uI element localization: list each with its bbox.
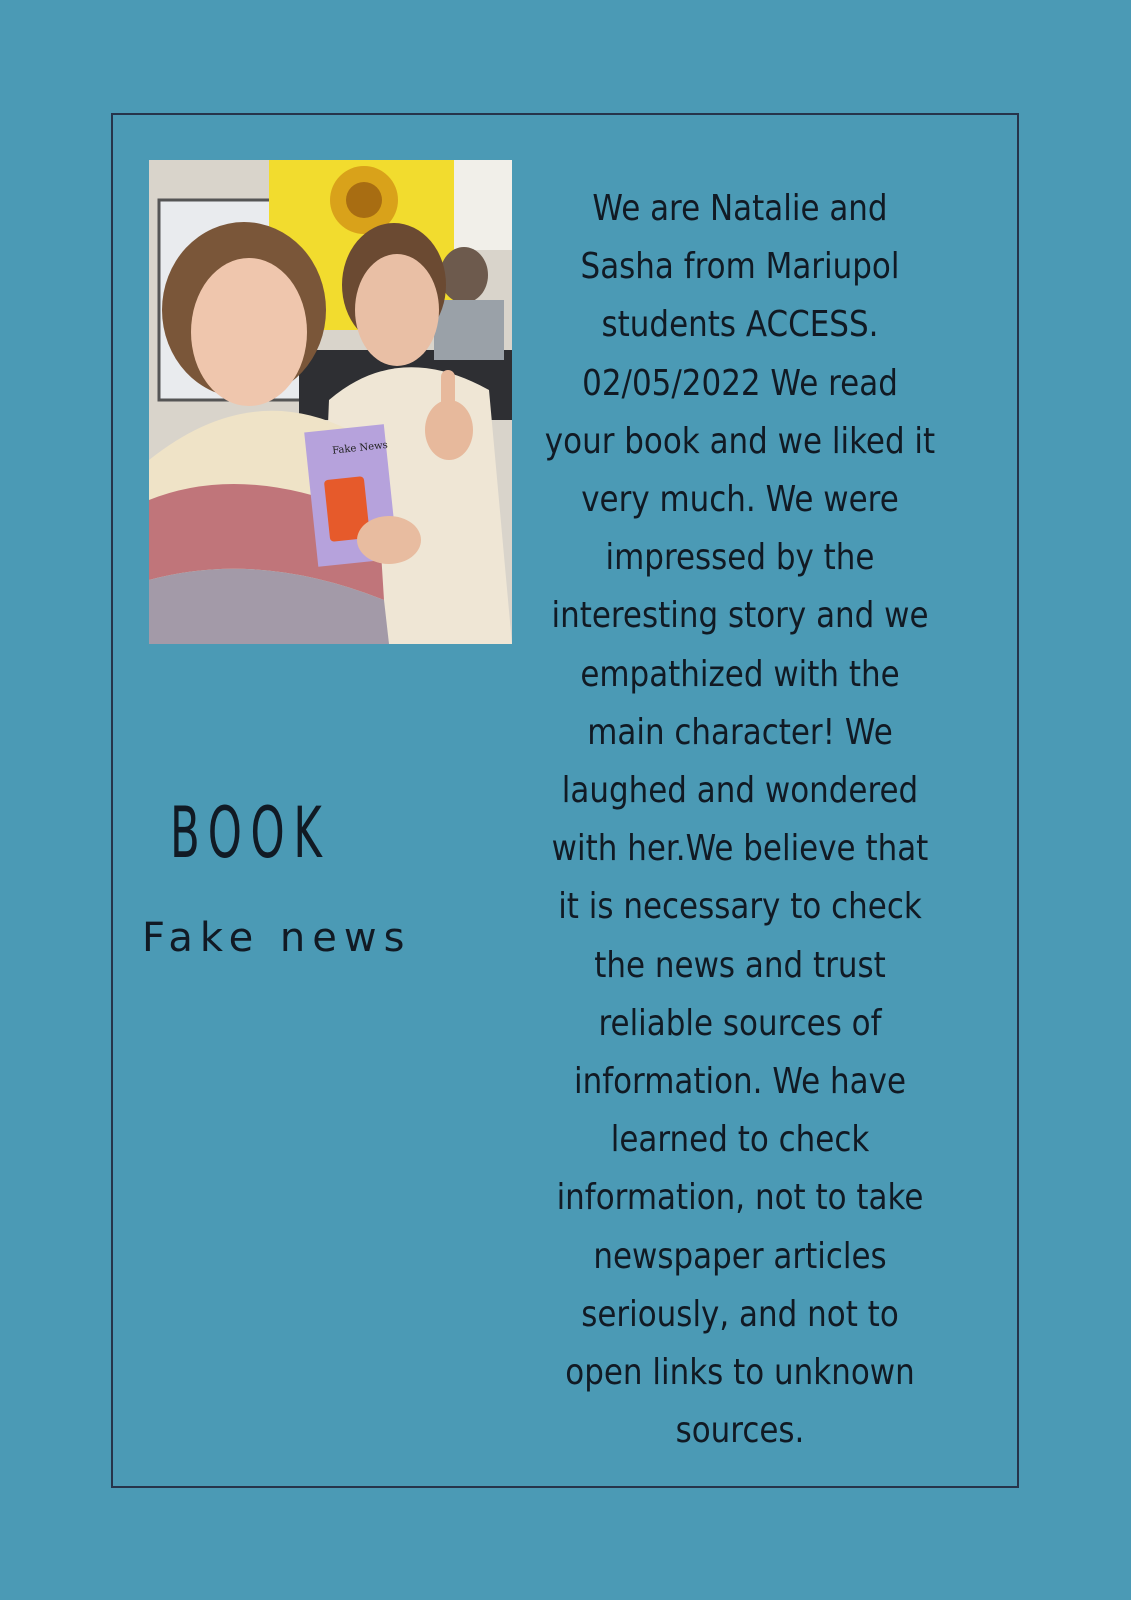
review-line: it is necessary to check (558, 886, 922, 928)
student-photo (149, 160, 512, 644)
review-line: learned to check (610, 1119, 870, 1161)
photo-illustration (149, 160, 512, 644)
review-line: laughed and wondered (561, 770, 919, 812)
review-line: Sasha from Mariupol (580, 246, 900, 288)
review-line: sources. (675, 1410, 805, 1452)
review-line: information. We have (573, 1061, 907, 1103)
review-line: your book and we liked it (544, 420, 936, 462)
review-line: with her.We believe that (551, 828, 929, 870)
review-line: the news and trust (594, 944, 886, 986)
review-line: students ACCESS. (601, 304, 879, 346)
review-line: 02/05/2022 We read (582, 362, 898, 404)
review-line: impressed by the (605, 537, 875, 579)
review-text (510, 180, 970, 1460)
review-line: very much. We were (581, 479, 899, 521)
review-line: open links to unknown (565, 1352, 915, 1394)
review-line: empathized with the (580, 653, 900, 695)
book-title: Fake news (142, 915, 412, 961)
book-heading: BOOK (170, 792, 331, 874)
review-line: We are Natalie and (592, 188, 888, 229)
review-line: information, not to take (556, 1177, 924, 1219)
review-line: main character! We (587, 711, 893, 753)
review-line: newspaper articles (593, 1235, 887, 1277)
book-cover-title: Fake News (331, 439, 389, 457)
review-line: seriously, and not to (581, 1293, 899, 1335)
review-line: interesting story and we (551, 595, 929, 637)
review-line: reliable sources of (598, 1002, 882, 1044)
